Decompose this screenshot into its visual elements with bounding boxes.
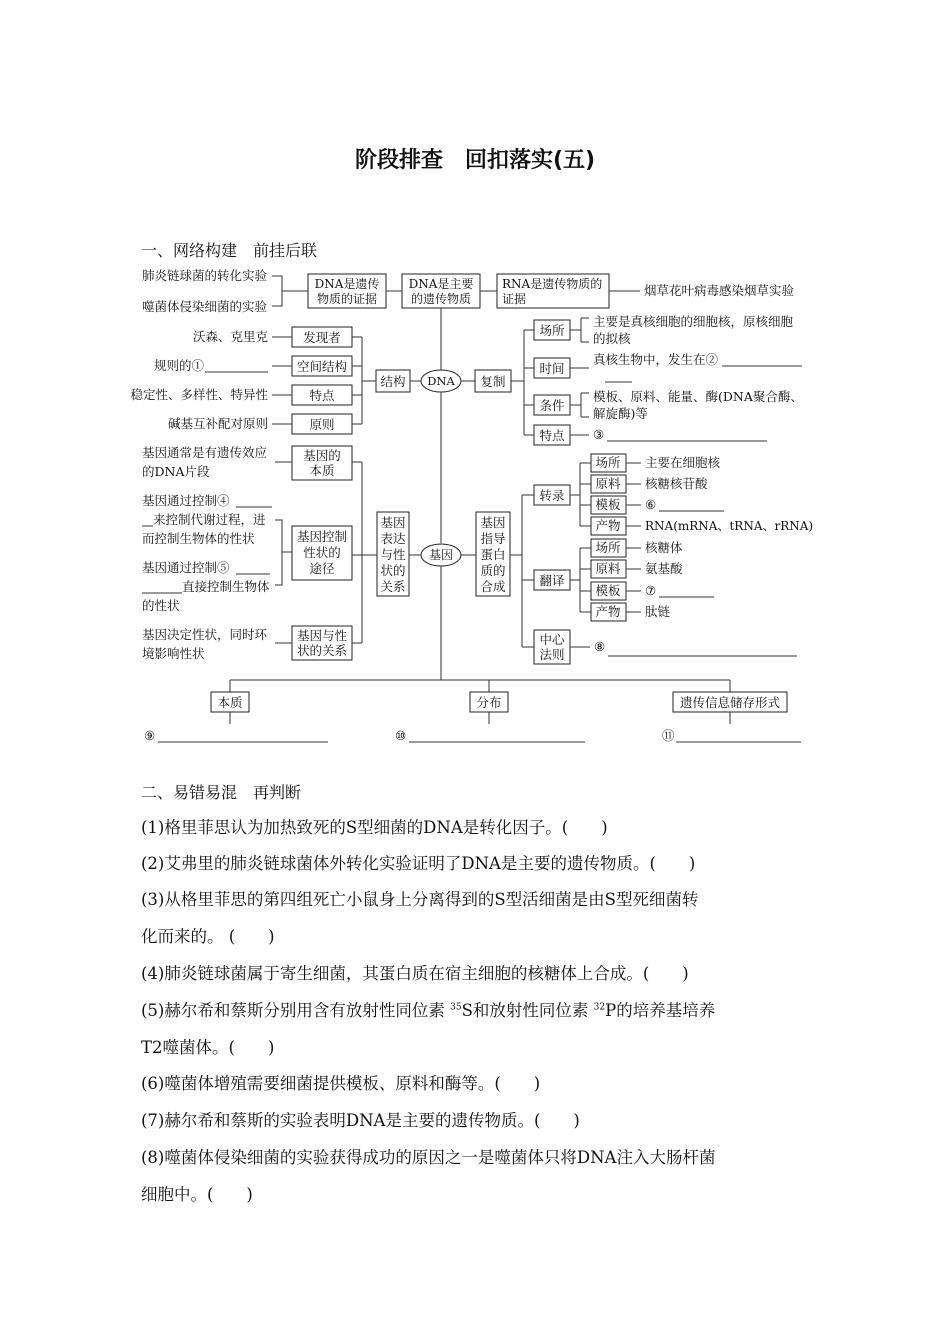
tl-product-text: 肽链: [645, 604, 671, 619]
control2-text3: 的性状: [142, 598, 180, 613]
tl-site-label: 场所: [595, 540, 621, 555]
gene-left-branch: [142, 445, 421, 661]
dna-main-line2: 的遗传物质: [410, 292, 472, 306]
storage-label: 遗传信息储存形式: [679, 695, 781, 710]
control1-text3: 而控制生物体的性状: [142, 531, 255, 546]
discoverer-text: 沃森、克里克: [192, 329, 268, 344]
gene-control-line2: 性状的: [303, 545, 341, 560]
tx-template-label: 模板: [595, 497, 621, 512]
tl-site-text: 核糖体: [645, 540, 683, 555]
section1-heading: 一、网络构建 前挂后联: [141, 241, 318, 260]
rep-site-label: 场所: [539, 323, 565, 338]
replication-branch: [461, 314, 803, 445]
protein-line1: 基因: [480, 515, 506, 530]
tl-material-label: 原料: [595, 561, 621, 576]
gene-nature-text1: 基因通常是有遗传效应: [142, 445, 268, 460]
blank-9-label: ⑨: [144, 728, 156, 743]
exp2-label: 噬菌体侵染细菌的实验: [142, 299, 268, 314]
tl-template-text: ⑦: [645, 583, 657, 598]
section2-heading: 二、易错易混 再判断: [141, 783, 302, 802]
dna-node-label: DNA: [427, 374, 455, 388]
question-5b: T2噬菌体。( ): [141, 1038, 275, 1057]
question-8a: (8)噬菌体侵染细菌的实验获得成功的原因之一是噬菌体只将DNA注入大肠杆菌: [141, 1148, 716, 1167]
distribution-label: 分布: [476, 695, 502, 710]
expression-line4: 状的: [380, 563, 406, 578]
spatial-structure-text: 规则的①: [154, 358, 205, 373]
relation-text1: 基因决定性状，同时环: [142, 627, 268, 642]
question-3a: (3)从格里菲思的第四组死亡小鼠身上分离得到的S型活细菌是由S型死细菌转: [141, 890, 699, 909]
exp1-label: 肺炎链球菌的转化实验: [142, 268, 268, 283]
question-1: (1)格里菲思认为加热致死的S型细菌的DNA是转化因子。( ): [141, 818, 608, 837]
rna-evidence-line2: 证据: [502, 292, 527, 306]
tx-material-text: 核糖核苷酸: [645, 476, 708, 491]
transcription-label: 转录: [539, 488, 565, 503]
tl-template-label: 模板: [595, 583, 621, 598]
expression-line5: 关系: [380, 579, 406, 594]
tl-product-label: 产物: [595, 604, 621, 619]
expression-line3: 与性: [380, 547, 406, 562]
control1-text1: 基因通过控制④: [142, 493, 230, 508]
dna-evidence-line1: DNA是遗传: [314, 277, 380, 291]
central-dogma-line1: 中心: [539, 632, 565, 647]
blank-11-label: ⑪: [662, 728, 675, 743]
gene-relation-line1: 基因与性: [296, 628, 348, 643]
tx-product-label: 产物: [595, 518, 621, 533]
blank-10-label: ⑩: [395, 728, 407, 743]
rep-condition-label: 条件: [539, 398, 565, 413]
control2-text1: 基因通过控制⑤: [142, 560, 230, 575]
protein-line5: 合成: [480, 579, 506, 594]
protein-branch: [461, 454, 813, 664]
bottom-row: [144, 680, 801, 743]
gene-control-line1: 基因控制: [296, 529, 348, 544]
rep-feature-label: 特点: [539, 428, 565, 443]
question-7: (7)赫尔希和蔡斯的实验表明DNA是主要的遗传物质。( ): [141, 1111, 580, 1130]
central-dogma-text: ⑧: [594, 639, 606, 654]
tx-site-text: 主要在细胞核: [645, 455, 721, 470]
gene-control-line3: 途径: [309, 561, 335, 576]
question-4: (4)肺炎链球菌属于寄生细菌，其蛋白质在宿主细胞的核糖体上合成。( ): [141, 964, 689, 983]
principle-text: 碱基互补配对原则: [167, 416, 268, 431]
rna-evidence-line1: RNA是遗传物质的: [502, 277, 603, 291]
rep-condition-text1: 模板、原料、能量、酶(DNA聚合酶、: [593, 389, 803, 404]
replication-label: 复制: [480, 374, 506, 389]
tobacco-label: 烟草花叶病毒感染烟草实验: [644, 283, 795, 298]
protein-line4: 质的: [480, 563, 506, 578]
tx-product-text: RNA(mRNA、tRNA、rRNA): [645, 519, 814, 533]
protein-line2: 指导: [480, 531, 506, 546]
expression-line2: 表达: [380, 531, 406, 546]
question-5a: (5)赫尔希和蔡斯分别用含有放射性同位素 $^{35}$S和放射性同位素 $^{32}$P的培养基培养: [141, 1001, 716, 1020]
principle-label: 原则: [309, 417, 335, 432]
feature-text: 稳定性、多样性、特异性: [130, 387, 268, 402]
central-dogma-line2: 法则: [539, 647, 565, 662]
gene-nature-text2: 的DNA片段: [142, 464, 210, 479]
question-8b: 细胞中。( ): [141, 1185, 253, 1204]
essence-label: 本质: [217, 695, 243, 710]
gene-nature-line1: 基因的: [303, 448, 341, 463]
tx-template-text: ⑥: [645, 497, 657, 512]
tx-site-label: 场所: [595, 455, 621, 470]
expression-line1: 基因: [380, 515, 406, 530]
dna-main-line1: DNA是主要: [408, 277, 474, 291]
structure-branch: [130, 327, 421, 434]
rep-condition-text2: 解旋酶)等: [593, 406, 648, 421]
spatial-structure-label: 空间结构: [296, 359, 348, 374]
dna-evidence-line2: 物质的证据: [316, 292, 378, 306]
control1-text2: 来控制代谢过程，进: [153, 512, 266, 527]
question-6: (6)噬菌体增殖需要细菌提供模板、原料和酶等。( ): [141, 1074, 541, 1093]
rep-site-text1: 主要是真核细胞的细胞核，原核细胞: [593, 314, 794, 329]
question-2: (2)艾弗里的肺炎链球菌体外转化实验证明了DNA是主要的遗传物质。( ): [141, 854, 696, 873]
rep-time-label: 时间: [539, 361, 565, 376]
relation-text2: 境影响性状: [142, 646, 205, 661]
top-row: [142, 268, 794, 314]
page-title: 阶段排查 回扣落实(五): [354, 148, 596, 173]
discoverer-label: 发现者: [303, 330, 341, 345]
tx-material-label: 原料: [595, 476, 621, 491]
question-3b: 化而来的。 ( ): [141, 927, 275, 946]
tl-material-text: 氨基酸: [645, 561, 683, 576]
feature-label: 特点: [309, 388, 335, 403]
rep-time-text: 真核生物中，发生在②: [593, 352, 719, 367]
gene-node-label: 基因: [428, 548, 454, 562]
translation-label: 翻译: [539, 573, 565, 588]
gene-nature-line2: 本质: [309, 463, 335, 478]
structure-label: 结构: [380, 374, 406, 389]
protein-line3: 蛋白: [480, 547, 506, 562]
gene-relation-line2: 状的关系: [296, 643, 348, 658]
rep-feature-text: ③: [593, 427, 605, 442]
rep-site-text2: 的拟核: [593, 331, 631, 346]
control2-text2: 直接控制生物体: [182, 579, 270, 594]
